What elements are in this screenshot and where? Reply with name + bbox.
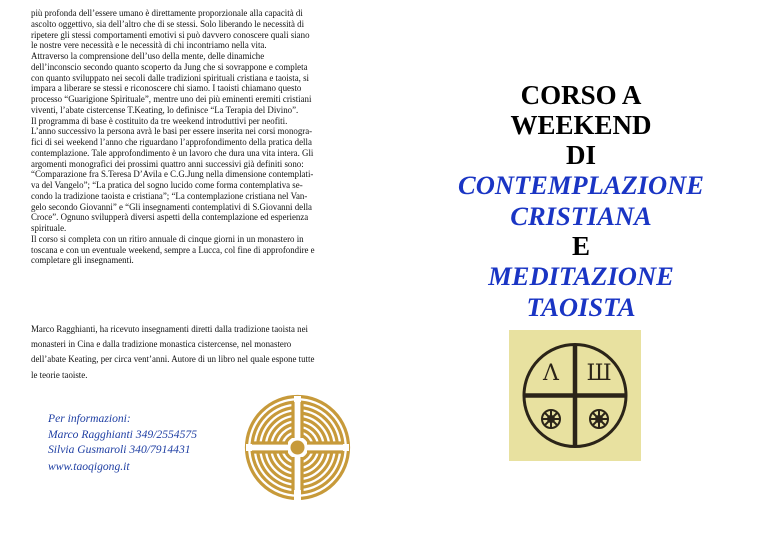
text-line: argomenti monografici dei prossimi quattro anni successivi già definiti sono: — [31, 158, 304, 169]
title-line: CRISTIANA — [510, 200, 652, 231]
contact-info — [48, 411, 197, 458]
info-heading: Per informazioni: — [48, 412, 131, 425]
title-line: E — [571, 231, 590, 261]
bio-line: dell’abate Keating, per circa vent’anni. Autore di un libro nel quale espone tutte — [31, 354, 315, 365]
title-line: DI — [565, 140, 596, 170]
text-line: impara a liberare se stessi e riconoscere chi siamo. I taoisti chiamano questo — [31, 83, 302, 94]
bio-line: monasteri in Cina e dalla tradizione monastica cistercense, nel monastero — [31, 339, 292, 350]
text-line: Il corso si completa con un ritiro annuale di cinque giorni in un monastero in — [31, 233, 304, 244]
text-line: Il programma di base è costituito da tre weekend introduttivi per neofiti. — [31, 115, 288, 126]
text-line: più profonda dell’essere umano è direttamente proporzionale alla capacità di — [31, 8, 303, 18]
emblem-rosette-right — [590, 410, 608, 428]
title-line: WEEKEND — [510, 110, 652, 140]
emblem-letter-sha: Ш — [586, 361, 612, 386]
text-line: va del Vangelo”; “La pratica del sogno lucido come forma contemplativa se- — [31, 180, 303, 190]
text-line: dell’inconscio secondo quanto scoperto da Jung che si sovrappone e completa — [31, 61, 308, 72]
bio-line: Marco Ragghianti, ha ricevuto insegnamenti diretti dalla tradizione taoista nei — [31, 324, 309, 334]
contact-silvia: Silvia Gusmaroli 340/7914431 — [48, 443, 191, 456]
text-line: completare gli insegnamenti. — [31, 255, 134, 266]
text-line: processo “Guarigione Spirituale”, mentre uno dei più eminenti eremiti cristiani — [31, 94, 312, 104]
cross-emblem-icon — [509, 330, 641, 461]
author-bio — [31, 322, 344, 383]
text-line: ascolto oggettivo, sia dell’altro che di se stessi. Solo liberando le necessità di — [31, 18, 305, 29]
bio-line: le teorie taoiste. — [31, 369, 88, 380]
text-line: L’anno successivo la persona avrà le basi per essere inserita nei corsi monogra- — [31, 126, 313, 137]
title-line: TAOISTA — [526, 291, 636, 322]
text-line: “Comparazione fra S.Teresa D’Avila e C.G.Jung nella dimensione contemplati- — [31, 169, 314, 180]
text-line: contemplazione. Tale approfondimento è un lavoro che dura una vita intera. Gli — [31, 147, 314, 158]
title-line: MEDITAZIONE — [488, 261, 674, 291]
text-line: le nostre vere necessità e le necessità di chi incontriamo nella vita. — [31, 40, 267, 51]
title-line: CONTEMPLAZIONE — [458, 170, 704, 200]
text-line: ripetere gli stessi comportamenti emotivi si può davvero conoscere quali siano — [31, 29, 310, 40]
contact-marco: Marco Ragghianti 349/2554575 — [48, 427, 197, 441]
text-line: spirituale. — [31, 223, 67, 233]
emblem-rosette-left — [542, 410, 560, 428]
emblem-letter-lambda: Λ — [543, 361, 559, 386]
text-line: Attraverso la comprensione dell’uso della mente, delle dinamiche — [31, 51, 265, 61]
text-line: toscana e con un eventuale weekend, sempre a Lucca, col fine di approfondire e — [31, 244, 315, 255]
text-line: gelo secondo Giovanni” e “Gli insegnamenti contemplativi di S.Giovanni della — [31, 201, 312, 212]
course-description — [31, 8, 344, 266]
website-link[interactable]: www.taoqigong.it — [48, 460, 130, 473]
text-line: con quanto sviluppato nei secoli dalle tradizioni spirituali cristiana e taoista, si — [31, 72, 310, 83]
course-description-text — [31, 8, 344, 266]
text-line: fici di sei weekend l’anno che riguardano l’approfondimento della pratica della — [31, 137, 312, 147]
labyrinth-icon — [244, 394, 351, 501]
text-line: condo la tradizione taoista e cristiana”; “La contemplazione cristiana nel Van- — [31, 190, 308, 201]
text-line: viventi, l’abate cistercense T.Keating, lo definisce “La Terapia del Divino”. — [31, 104, 299, 115]
title-line: CORSO A — [520, 80, 642, 110]
text-line: Croce”. Ognuno svilupperà diversi aspetti della contemplazione ed esperienza — [31, 212, 309, 223]
course-title — [415, 80, 747, 322]
